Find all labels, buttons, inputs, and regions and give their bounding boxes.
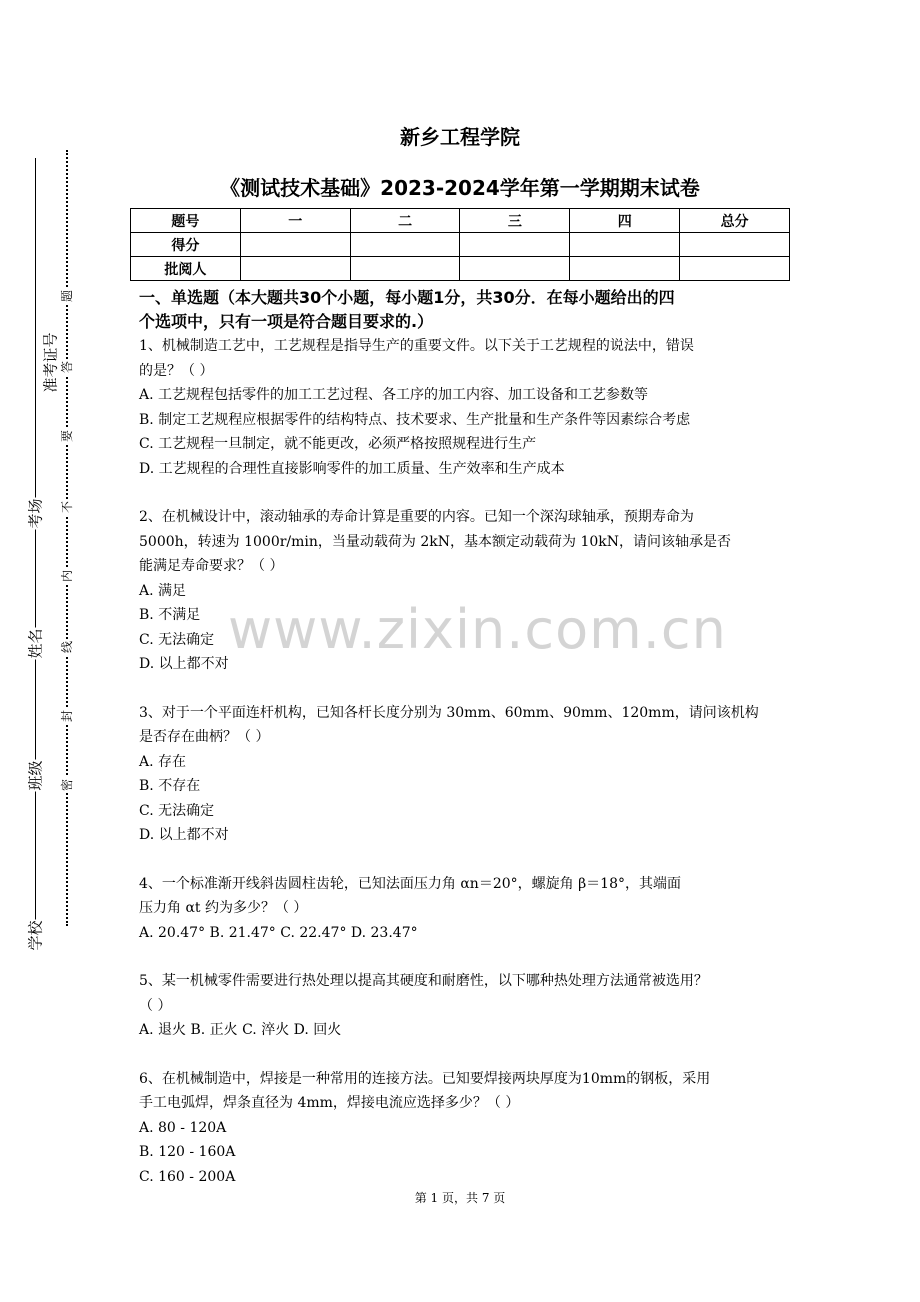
watermark: www.zixin.com.cn xyxy=(228,598,727,661)
seal-char: 要 xyxy=(60,430,74,443)
seal-char: 密 xyxy=(60,779,74,792)
question-6 xyxy=(139,1067,793,1190)
answer-option: B. 不满足 xyxy=(139,607,201,623)
seal-char: 不 xyxy=(60,501,74,514)
margin-label-exam-room: 考场 xyxy=(26,498,45,529)
answer-option: A. 80 - 120A xyxy=(139,1119,227,1136)
score-table-row xyxy=(131,257,790,281)
question-text: 6、在机械制造中，焊接是一种常用的连接方法。已知要焊接两块厚度为10mm的钢板，采用 xyxy=(139,1070,711,1087)
question-text: 3、对于一个平面连杆机构，已知各杆长度分别为 30mm、60mm、90mm、120mm，请问该机构 xyxy=(139,704,759,721)
answer-option: B. 不存在 xyxy=(139,778,201,794)
question-4 xyxy=(139,872,793,946)
score-cell: 三 xyxy=(460,209,570,233)
score-cell xyxy=(570,257,680,281)
answer-option: B. 制定工艺规程应根据零件的结构特点、技术要求、生产批量和生产条件等因素综合考虑 xyxy=(139,411,691,428)
question-text: 5000h，转速为 1000r/min，当量动载荷为 2kN，基本额定动载荷为 10kN，请问该轴承是否 xyxy=(139,533,731,550)
seal-char: 线 xyxy=(60,641,74,654)
answer-option: D. 以上都不对 xyxy=(139,827,229,843)
score-table-row xyxy=(131,233,790,257)
seal-dotted-line xyxy=(66,150,68,926)
binding-line xyxy=(35,158,36,930)
question-text: 是否存在曲柄？（ ） xyxy=(139,729,270,745)
margin-label-school: 学校 xyxy=(26,920,45,951)
score-cell xyxy=(570,233,680,257)
question-text: 手工电弧焊，焊条直径为 4mm，焊接电流应选择多少？（ ） xyxy=(139,1095,520,1111)
seal-char: 内 xyxy=(60,570,74,583)
answer-option: A. 满足 xyxy=(139,582,187,599)
score-cell: 得分 xyxy=(131,233,241,257)
exam-title: 《测试技术基础》2023-2024学年第一学期期末试卷 xyxy=(220,176,700,200)
score-table-header-row xyxy=(131,209,790,233)
score-cell: 二 xyxy=(350,209,460,233)
section-heading: 一、单选题（本大题共30个小题，每小题1分，共30分．在每小题给出的四 xyxy=(139,288,675,307)
answer-option: D. 工艺规程的合理性直接影响零件的加工质量、生产效率和生产成本 xyxy=(139,460,565,477)
answer-option: A. 存在 xyxy=(139,753,187,770)
answer-option: D. 以上都不对 xyxy=(139,656,229,672)
exam-body xyxy=(139,286,793,1189)
score-cell: 总分 xyxy=(680,209,790,233)
question-text: 1、机械制造工艺中，工艺规程是指导生产的重要文件。以下关于工艺规程的说法中，错误 xyxy=(139,338,694,354)
score-cell: 批阅人 xyxy=(131,257,241,281)
score-cell xyxy=(460,257,570,281)
question-2 xyxy=(139,505,793,677)
score-cell: 题号 xyxy=(131,209,241,233)
question-text: 压力角 αt 约为多少？（ ） xyxy=(139,900,308,916)
score-cell xyxy=(680,257,790,281)
score-cell xyxy=(240,233,350,257)
score-table xyxy=(130,208,790,281)
answer-option: B. 120 - 160A xyxy=(139,1144,236,1160)
question-text: 2、在机械设计中，滚动轴承的寿命计算是重要的内容。已知一个深沟球轴承，预期寿命为 xyxy=(139,509,694,525)
seal-char: 答 xyxy=(60,361,74,374)
answer-option: A. 退火 B. 正火 C. 淬火 D. 回火 xyxy=(139,1022,342,1038)
answer-option: C. 160 - 200A xyxy=(139,1168,236,1185)
question-text: 的是？（ ） xyxy=(139,362,214,379)
margin-label-class: 班级 xyxy=(26,760,45,791)
question-text: 4、一个标准渐开线斜齿圆柱齿轮，已知法面压力角 αn＝20°，螺旋角 β＝18°，其端面 xyxy=(139,875,681,892)
score-cell xyxy=(460,233,570,257)
seal-char: 封 xyxy=(60,710,74,723)
page-footer: 第 1 页，共 7 页 xyxy=(414,1191,506,1205)
question-3 xyxy=(139,701,793,848)
score-cell: 四 xyxy=(570,209,680,233)
school-name: 新乡工程学院 xyxy=(400,125,520,149)
margin-label-exam-number: 准考证号 xyxy=(41,332,60,393)
seal-char: 题 xyxy=(60,290,74,303)
answer-option: A. 20.47° B. 21.47° C. 22.47° D. 23.47° xyxy=(139,924,418,941)
score-cell xyxy=(680,233,790,257)
question-text: 5、某一机械零件需要进行热处理以提高其硬度和耐磨性，以下哪种热处理方法通常被选用？ xyxy=(139,973,708,989)
score-cell xyxy=(350,257,460,281)
score-cell: 一 xyxy=(240,209,350,233)
question-text: 能满足寿命要求？（ ） xyxy=(139,558,284,574)
answer-option: C. 无法确定 xyxy=(139,631,215,648)
question-5 xyxy=(139,969,793,1043)
score-cell xyxy=(350,233,460,257)
answer-option: C. 工艺规程一旦制定，就不能更改，必须严格按照规程进行生产 xyxy=(139,436,537,452)
answer-option: C. 无法确定 xyxy=(139,802,215,819)
margin-label-name: 姓名 xyxy=(26,628,45,659)
question-text: （ ） xyxy=(139,997,172,1014)
section-heading: 个选项中，只有一项是符合题目要求的.） xyxy=(139,312,434,331)
score-cell xyxy=(240,257,350,281)
answer-option: A. 工艺规程包括零件的加工工艺过程、各工序的加工内容、加工设备和工艺参数等 xyxy=(139,387,649,403)
question-1 xyxy=(139,334,793,481)
